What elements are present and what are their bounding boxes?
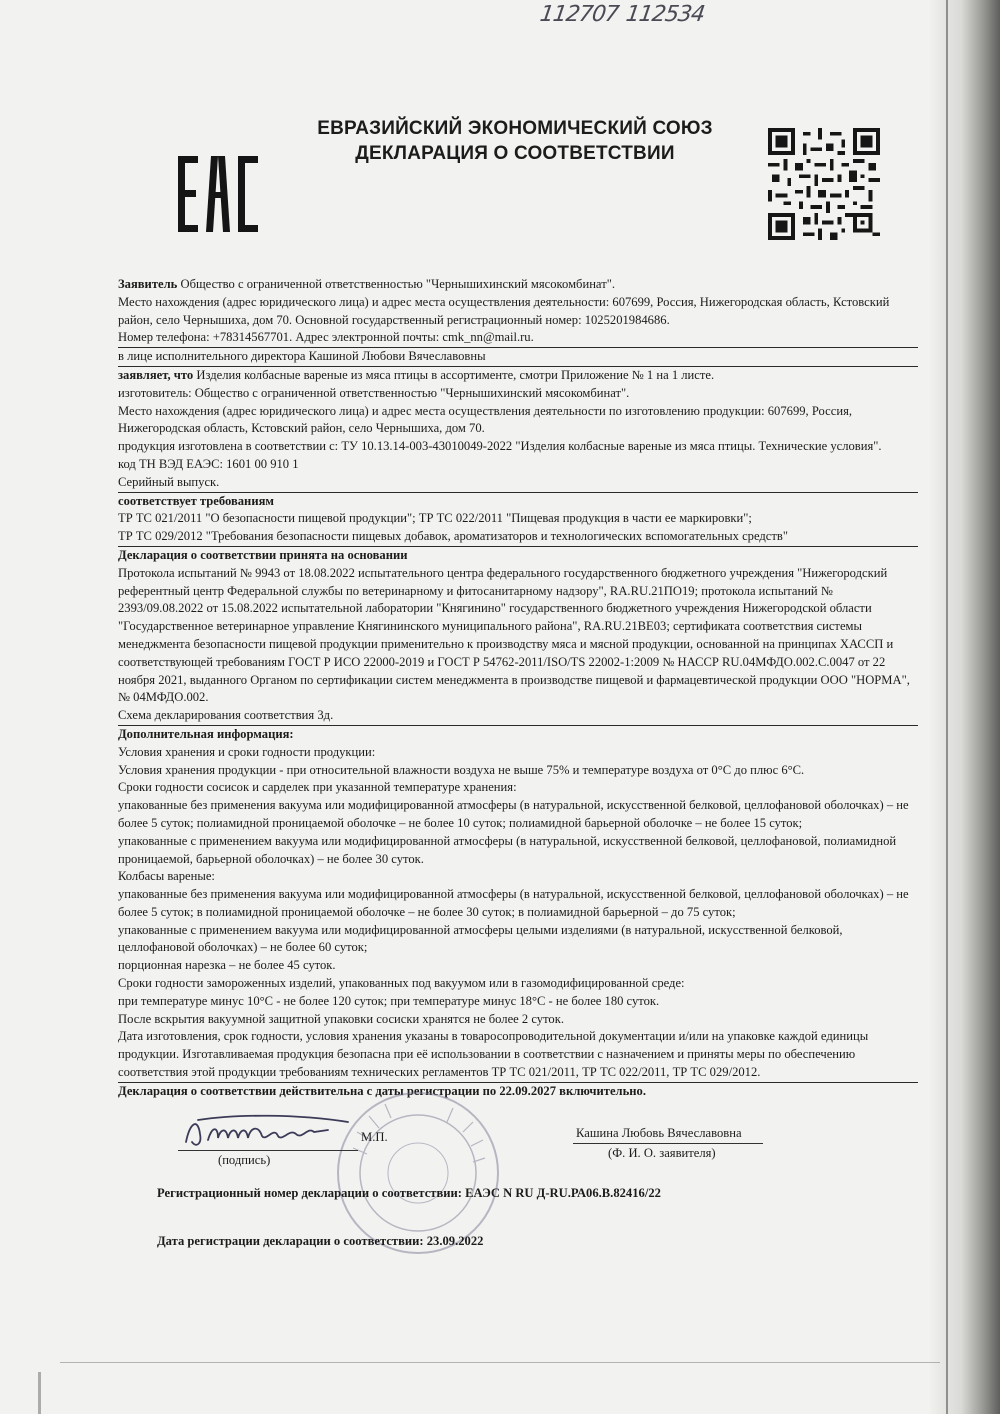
registration-number: Регистрационный номер декларации о соответствии: ЕАЭС N RU Д-RU.РА06.В.82416/22	[157, 1186, 661, 1200]
declaration-scheme: Схема декларирования соответствия 3д.	[118, 707, 918, 726]
applicant-line	[118, 276, 918, 294]
handwritten-number-2: 112534	[624, 2, 706, 27]
declaration-body	[118, 276, 918, 1101]
basis-heading: Декларация о соответствии принята на основании	[118, 547, 408, 562]
additional-info-line: Сроки годности сосисок и сарделек при указанной температуре хранения:	[118, 780, 517, 795]
additional-info-line: упакованные с применением вакуума или модифицированной атмосферы целыми изделиями (в натуральной, искусственной белковой, целлофановой оболочках) – не более 60 суток;	[118, 922, 843, 955]
header-declaration-title: ДЕКЛАРАЦИЯ О СООТВЕТСТВИИ	[355, 143, 675, 164]
document-header	[290, 116, 740, 166]
requirements-heading: соответствует требованиям	[118, 493, 274, 508]
registration-date: Дата регистрации декларации о соответствии: 23.09.2022	[157, 1234, 484, 1248]
additional-info-line: Колбасы вареные:	[118, 869, 215, 884]
signature-line	[178, 1150, 358, 1151]
additional-info-line: После вскрытия вакуумной защитной упаковки сосиски хранятся не более 2 суток.	[118, 1011, 564, 1026]
additional-info-line: порционная нарезка – не более 45 суток.	[118, 958, 336, 973]
additional-info-line: Условия хранения продукции - при относительной влажности воздуха не выше 75% и температуре воздуха от 0°С до плюс 6°С.	[118, 762, 805, 777]
applicant-label: Заявитель	[118, 277, 178, 291]
scan-edge-line	[946, 0, 948, 1414]
validity-statement: Декларация о соответствии действительна с даты регистрации по 22.09.2027 включительно.	[118, 1083, 646, 1098]
name-line	[573, 1143, 763, 1144]
additional-info-line: Условия хранения и сроки годности продукции:	[118, 744, 376, 759]
additional-info-line: Сроки годности замороженных изделий, упакованных под вакуумом или в газомодифицированной среде:	[118, 976, 685, 991]
eac-logo-icon	[176, 154, 260, 234]
handwritten-number-1: 112707	[538, 2, 620, 27]
applicant-address: Место нахождения (адрес юридического лица) и адрес места осуществления деятельности: 607699, Россия, Нижегородская область, Кстовский район, село Чернышиха, дом 70. Основной государственный регистрационный номер: 1025201984686.	[118, 294, 890, 327]
declares-line	[118, 367, 918, 385]
scan-edge-shadow	[930, 0, 1000, 1414]
manufacturer-name: изготовитель: Общество с ограниченной ответственностью "Чернышихинский мясокомбинат".	[118, 385, 630, 400]
product-standard: продукция изготовлена в соответствии с: ТУ 10.13.14-003-43010049-2022 "Изделия колбасные вареные из мяса птицы. Технические условия".	[118, 439, 882, 454]
signature-block	[118, 1108, 918, 1178]
qr-code-icon	[768, 128, 880, 240]
scan-left-mark	[38, 1372, 41, 1414]
applicant-contacts: Номер телефона: +78314567701. Адрес электронной почты: cmk_nn@mail.ru.	[118, 329, 918, 348]
additional-info-heading: Дополнительная информация:	[118, 726, 294, 741]
name-caption: (Ф. И. О. заявителя)	[608, 1146, 716, 1160]
manufacturer-address: Место нахождения (адрес юридического лица) и адрес места осуществления деятельности по изготовлению продукции: 607699, Россия, Нижегородская область, Кстовский район, село Чернышиха, дом 70.	[118, 403, 853, 436]
applicant-name: Общество с ограниченной ответственностью "Чернышихинский мясокомбинат".	[177, 277, 615, 291]
signatory-name: Кашина Любовь Вячеславовна	[576, 1126, 742, 1140]
applicant-representative: в лице исполнительного директора Кашиной Любови Вячеславовны	[118, 348, 918, 367]
declares-label: заявляет, что	[118, 367, 194, 382]
scan-bottom-line	[60, 1362, 940, 1363]
declares-product: Изделия колбасные вареные из мяса птицы в ассортименте, смотри Приложение № 1 на 1 листе.	[193, 367, 715, 382]
additional-info-line: Дата изготовления, срок годности, условия хранения указаны в товаросопроводительной документации и/или на упаковке каждой единицы продукции. Изготавливаемая продукция безопасна при её использовании в соответствии с назначением и приняты меры по обеспечению соответствия этой продукции требованиям технических регламентов ТР ТС 021/2011, ТР ТС 022/2011, ТР ТС 029/2012.	[118, 1028, 918, 1082]
seal-place-label: М.П.	[361, 1130, 388, 1144]
requirements-line-2: ТР ТС 029/2012 "Требования безопасности пищевых добавок, ароматизаторов и технологических вспомогательных средств"	[118, 528, 918, 547]
handwritten-signature	[178, 1112, 368, 1152]
requirements-line-1: ТР ТС 021/2011 "О безопасности пищевой продукции"; ТР ТС 022/2011 "Пищевая продукция в части ее маркировки";	[118, 511, 752, 526]
additional-info-line: при температуре минус 10°С - не более 120 суток; при температуре минус 18°С - не более 180 суток.	[118, 993, 660, 1008]
tn-ved-code: код ТН ВЭД ЕАЭС: 1601 00 910 1	[118, 456, 299, 471]
additional-info-line: упакованные без применения вакуума или модифицированной атмосферы (в натуральной, искусственной белковой, целлофановой оболочках) – не более 5 суток; в полиамидной проницаемой оболочке – не более 30 суток; в полиамидной барьерной – до 75 суток;	[118, 887, 909, 919]
signature-caption: (подпись)	[218, 1153, 271, 1167]
header-union-title: ЕВРАЗИЙСКИЙ ЭКОНОМИЧЕСКИЙ СОЮЗ	[317, 118, 713, 139]
additional-info-line: упакованные без применения вакуума или модифицированной атмосферы (в натуральной, искусственной белковой, целлофановой оболочках) – не более 5 суток; полиамидной проницаемой оболочке – не более 10 суток; полиамидной барьерной оболочке – не более 15 суток;	[118, 798, 909, 830]
batch-type: Серийный выпуск.	[118, 474, 918, 493]
basis-text: Протокола испытаний № 9943 от 18.08.2022 испытательного центра федерального государственного бюджетного учреждения "Нижегородский референтный центр Федеральной службы по ветеринарному и фитосанитарному надзору", RA.RU.21ПО19; протокола испытаний № 2393/09.08.2022 от 15.08.2022 испытательной лаборатории "Княгинино" государственного бюджетного учреждения Нижегородской области "Государственное ветеринарное управление Княгининского муниципального района", RA.RU.21ВЕ03; сертификата соответствия системы менеджмента безопасности пищевой продукции применительно к производству мяса и мясной продукции, основанной на принципах ХАССП и соответствующей требованиям ГОСТ Р ИСО 22000-2019 и ГОСТ Р 54762-2011/ISO/TS 22002-1:2009 № НАССР RU.04МФДО.002.С.0047 от 22 ноября 2021, выданного Органом по сертификации систем менеджмента в производстве пищевой и фармацевтической продукции ООО "НОРМА", № 04МФДО.002.	[118, 565, 910, 705]
additional-info-line: упакованные с применением вакуума или модифицированной атмосферы (в натуральной, искусственной белковой, целлофановой, полиамидной проницаемой, барьерной оболочках) – не более 30 суток.	[118, 833, 897, 866]
